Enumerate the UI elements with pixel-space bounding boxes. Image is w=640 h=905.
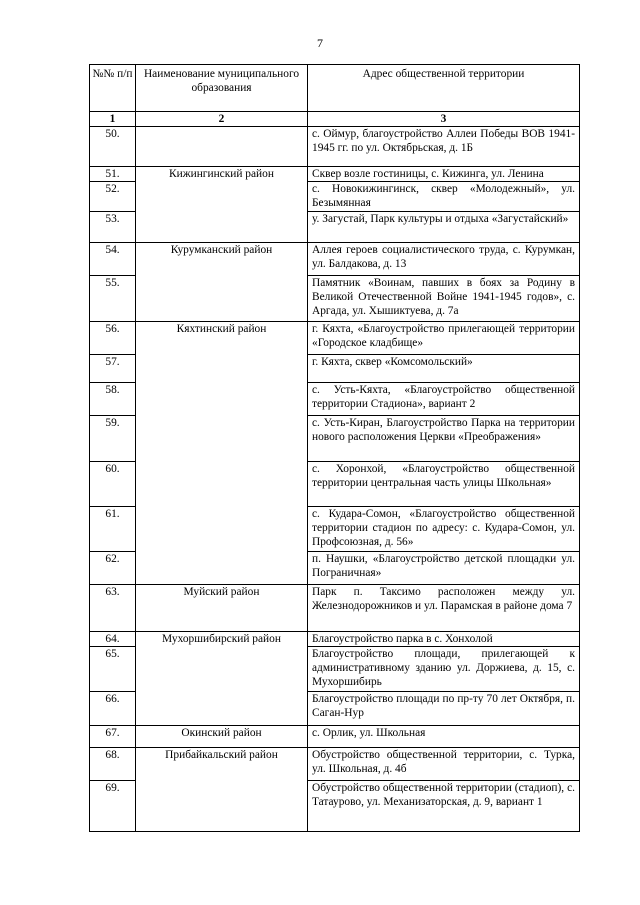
address-cell: п. Наушки, «Благоустройство детской площадки ул. Пограничная» [308,552,580,585]
row-number: 59. [90,416,136,462]
address-cell: Парк п. Таксимо расположен между ул. Железнодорожников и ул. Парамская в районе дома 7 [308,585,580,632]
row-number: 52. [90,182,136,212]
row-number: 51. [90,167,136,182]
territories-table [89,64,580,832]
row-number: 68. [90,748,136,781]
row-number: 61. [90,507,136,552]
header-municipality: Наименование муниципального образования [136,65,308,112]
table-row [90,322,580,355]
table-row [90,243,580,276]
row-number: 57. [90,355,136,383]
address-cell: у. Загустай, Парк культуры и отдыха «Загустайский» [308,212,580,243]
row-number: 63. [90,585,136,632]
header-address: Адрес общественной территории [308,65,580,112]
row-number: 58. [90,383,136,416]
address-cell: Памятник «Воинам, павших в боях за Родину в Великой Отечественной Войне 1941-1945 годов», с. Аргада, ул. Хышиктуева, д. 7а [308,276,580,322]
address-cell: с. Новокижингинск, сквер «Молодежный», ул. Безымянная [308,182,580,212]
address-cell: Аллея героев социалистического труда, с. Курумкан, ул. Балдакова, д. 13 [308,243,580,276]
address-cell: с. Кудара-Сомон, «Благоустройство общественной территории стадион по адресу: с. Кудара-Сомон, ул. Профсоюзная, д. 56» [308,507,580,552]
district-kurumkan: Курумканский район [136,243,308,322]
row-number: 64. [90,632,136,647]
table-row [90,726,580,748]
address-cell: Благоустройство площади по пр-ту 70 лет Октября, п. Саган-Нур [308,692,580,726]
address-cell: Благоустройство площади, прилегающей к административному зданию ул. Доржиева, д. 15, с. Мухоршибирь [308,647,580,692]
row-number: 53. [90,212,136,243]
row-number: 54. [90,243,136,276]
table-row [90,748,580,781]
district-kizhinga: Кижингинский район [136,167,308,243]
row-number: 65. [90,647,136,692]
row-number: 69. [90,781,136,832]
row-number: 67. [90,726,136,748]
row-number: 62. [90,552,136,585]
address-cell: с. Хоронхой, «Благоустройство общественной территории центральная часть улицы Школьная» [308,462,580,507]
table-header-row [90,65,580,112]
district-mukhorshibir: Мухоршибирский район [136,632,308,726]
row-number: 66. [90,692,136,726]
address-cell: с. Оймур, благоустройство Аллеи Победы ВОВ 1941-1945 гг. по ул. Октябрьская, д. 1Б [308,127,580,167]
district-muya: Муйский район [136,585,308,632]
address-cell: Благоустройство парка в с. Хонхолой [308,632,580,647]
address-cell: Обустройство общественной территории, с. Турка, ул. Школьная, д. 4б [308,748,580,781]
table-row [90,167,580,182]
address-cell: с. Усть-Киран, Благоустройство Парка на территории нового расположения Церкви «Преображения» [308,416,580,462]
colnum-1: 1 [90,112,136,127]
row-number: 55. [90,276,136,322]
address-cell: с. Орлик, ул. Школьная [308,726,580,748]
column-number-row [90,112,580,127]
district-cell-empty [136,127,308,167]
address-cell: Обустройство общественной территории (стадиоп), с. Татаурово, ул. Механизаторская, д. 9, вариант 1 [308,781,580,832]
district-oka: Окинский район [136,726,308,748]
colnum-2: 2 [136,112,308,127]
table-row [90,585,580,632]
row-number: 56. [90,322,136,355]
address-cell: Сквер возле гостиницы, с. Кижинга, ул. Ленина [308,167,580,182]
district-pribaikal: Прибайкальский район [136,748,308,832]
row-number: 50. [90,127,136,167]
table-row [90,127,580,167]
address-cell: г. Кяхта, «Благоустройство прилегающей территории «Городское кладбище» [308,322,580,355]
colnum-3: 3 [308,112,580,127]
row-number: 60. [90,462,136,507]
district-kyakhta: Кяхтинский район [136,322,308,585]
address-cell: г. Кяхта, сквер «Комсомольский» [308,355,580,383]
page-number: 7 [317,36,323,50]
address-cell: с. Усть-Кяхта, «Благоустройство общественной территории Стадиона», вариант 2 [308,383,580,416]
header-num: №№ п/п [90,65,136,112]
table-row [90,632,580,647]
